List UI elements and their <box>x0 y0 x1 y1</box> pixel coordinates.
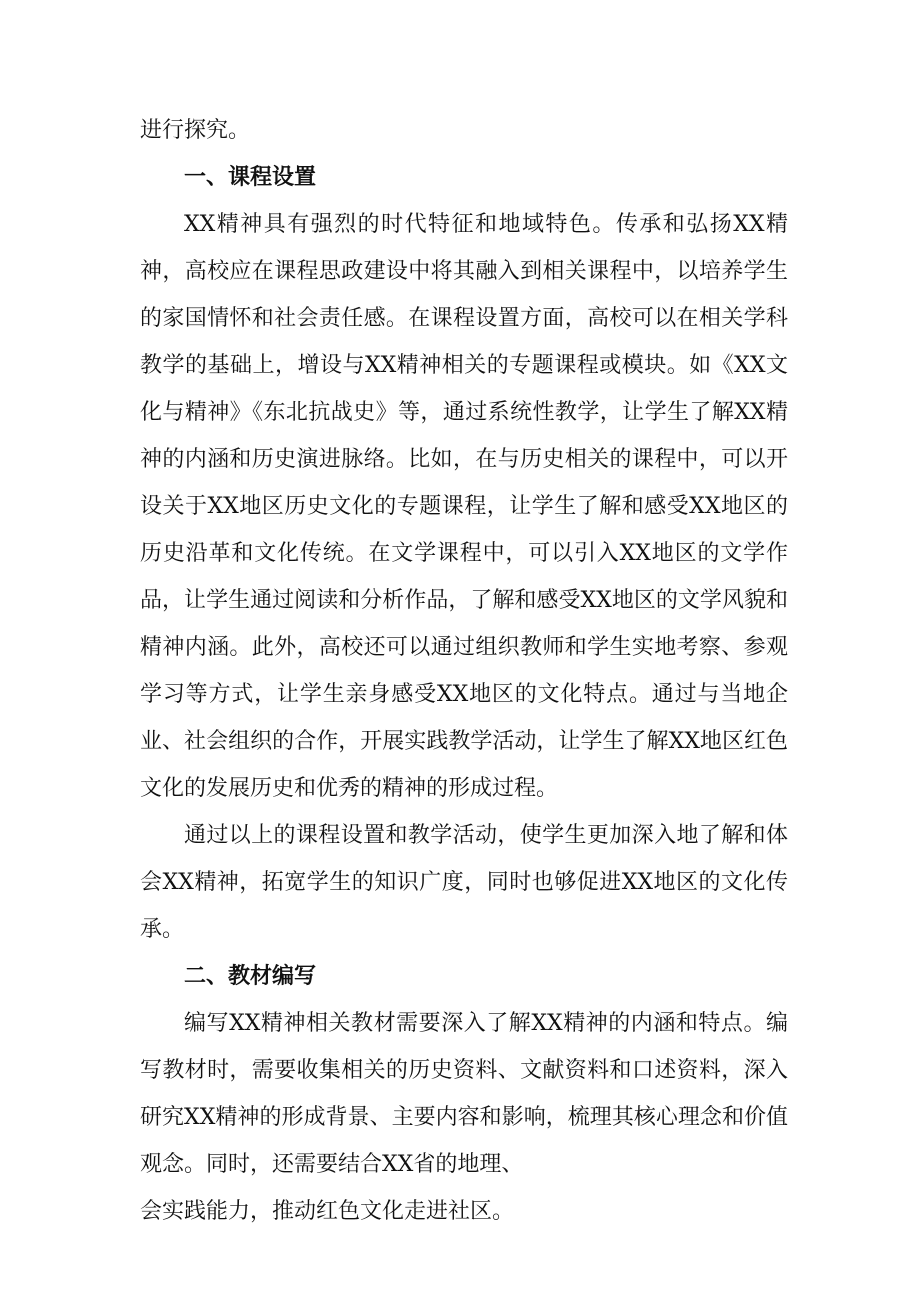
trailing-fragment: 会实践能力，推动红色文化走进社区。 <box>140 1199 515 1224</box>
document-body <box>140 107 788 1235</box>
section1-paragraph-2: 通过以上的课程设置和教学活动，使学生更加深入地了解和体会XX精神，拓宽学生的知识广度，同时也够促进XX地区的文化传承。 <box>140 823 788 942</box>
section1-paragraph-1: XX精神具有强烈的时代特征和地域特色。传承和弘扬XX精神，高校应在课程思政建设中将其融入到相关课程中，以培养学生的家国情怀和社会责任感。在课程设置方面，高校可以在相关学科教学的基础上，增设与XX精神相关的专题课程或模块。如《XX文化与精神》《东北抗战史》等，通过系统性教学，让学生了解XX精神的内涵和历史演进脉络。比如，在与历史相关的课程中，可以开设关于XX地区历史文化的专题课程，让学生了解和感受XX地区的历史沿革和文化传统。在文学课程中，可以引入XX地区的文学作品，让学生通过阅读和分析作品，了解和感受XX地区的文学风貌和精神内涵。此外，高校还可以通过组织教师和学生实地考察、参观学习等方式，让学生亲身感受XX地区的文化特点。通过与当地企业、社会组织的合作，开展实践教学活动，让学生了解XX地区红色文化的发展历史和优秀的精神的形成过程。 <box>140 212 788 801</box>
section-heading-course-setup: 一、课程设置 <box>184 165 317 190</box>
section2-paragraph-1: 编写XX精神相关教材需要深入了解XX精神的内涵和特点。编写教材时，需要收集相关的历史资料、文献资料和口述资料，深入研究XX精神的形成背景、主要内容和影响，梳理其核心理念和价值观念。同时，还需要结合XX省的地理、 <box>140 1011 788 1177</box>
lead-fragment: 进行探究。 <box>140 118 251 143</box>
section-heading-textbook-writing: 二、教材编写 <box>184 964 317 989</box>
